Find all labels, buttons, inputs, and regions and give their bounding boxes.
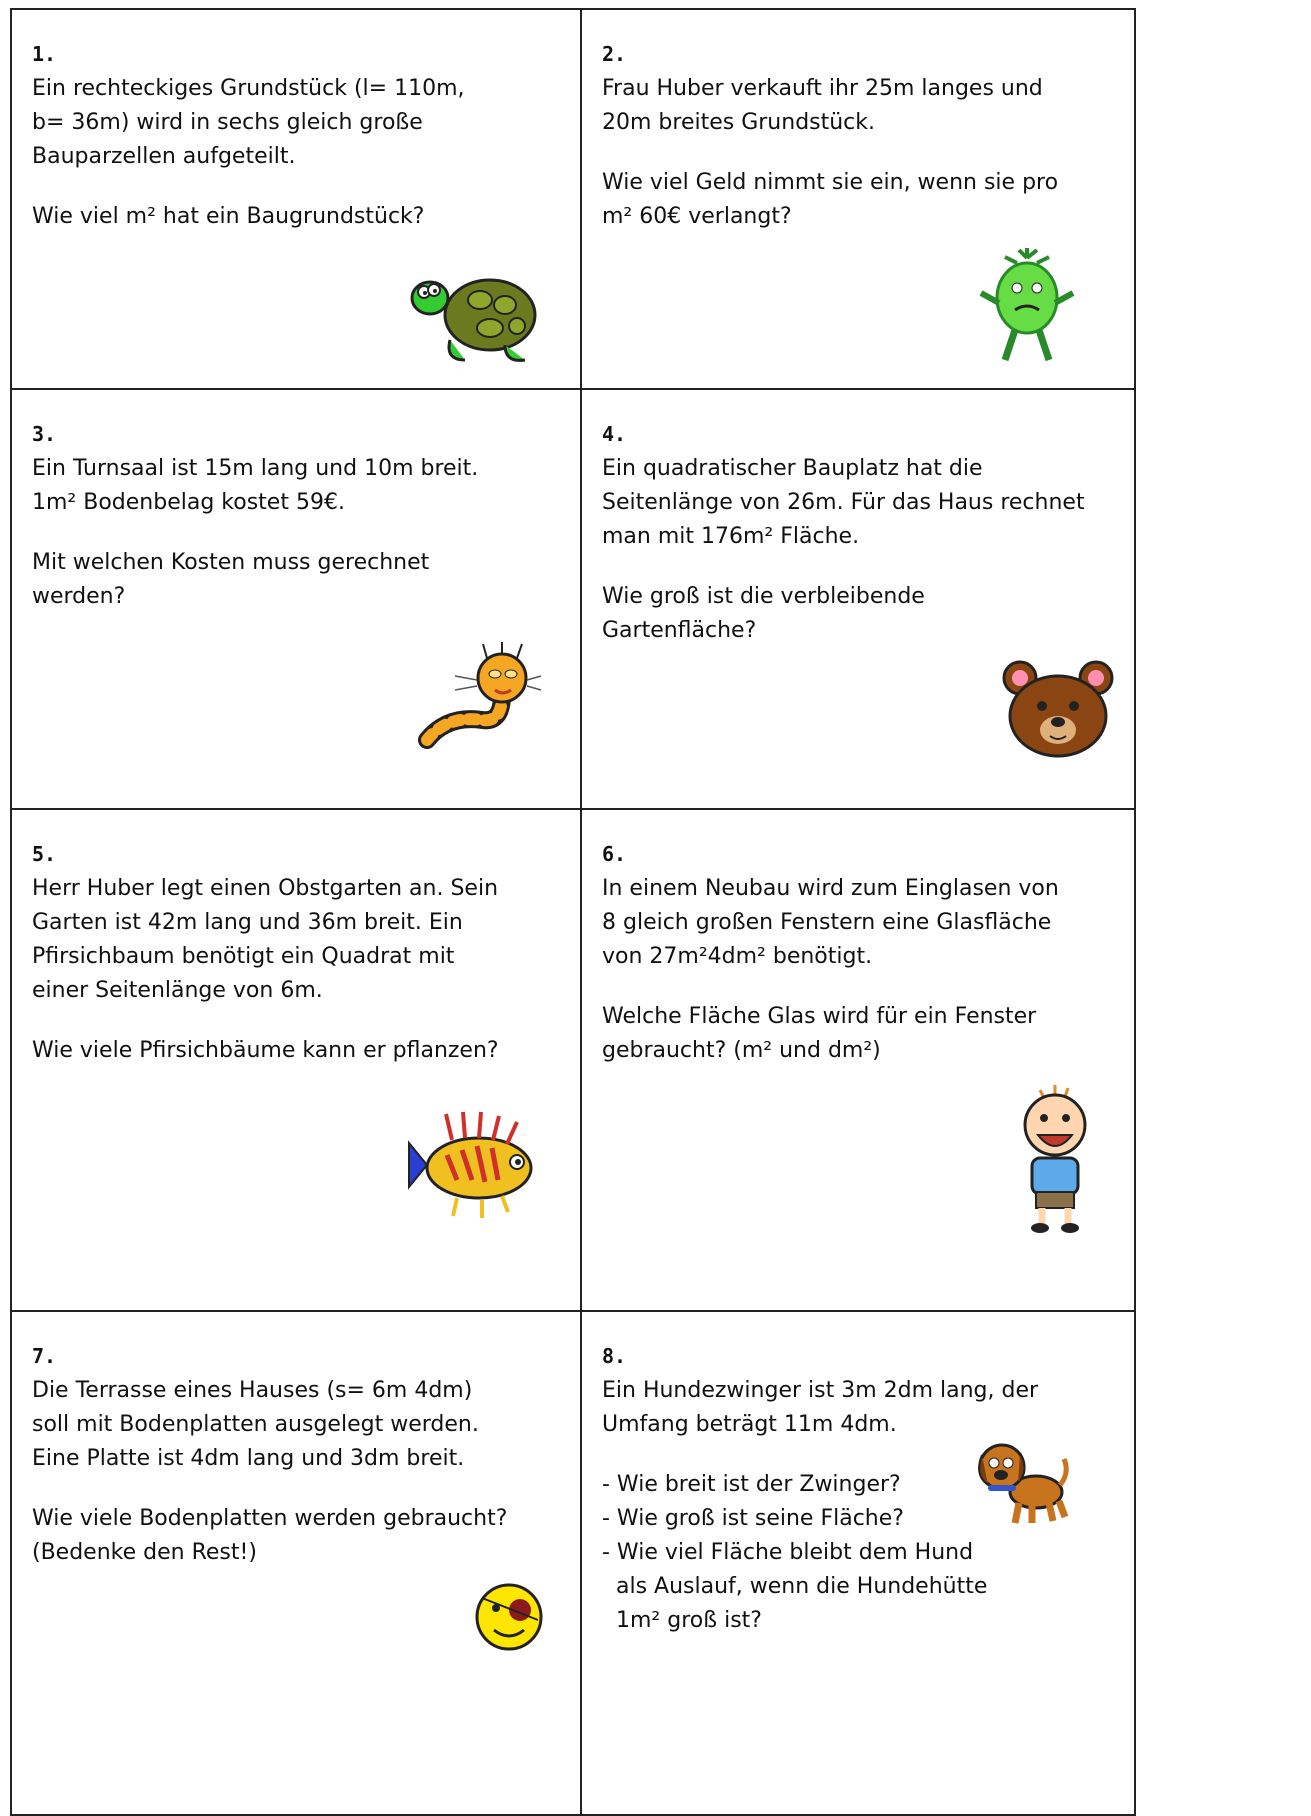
- task-text-line: man mit 176m² Fläche.: [602, 524, 860, 549]
- task-text-line: b= 36m) wird in sechs gleich große: [32, 110, 423, 135]
- task-question: Wie groß ist die verbleibende: [602, 584, 925, 609]
- task-card-5: [12, 810, 580, 1310]
- task-text-line: Frau Huber verkauft ihr 25m langes und: [602, 76, 1043, 101]
- task-question: - Wie groß ist seine Fläche?: [602, 1506, 904, 1531]
- task-number: 2.: [602, 42, 627, 66]
- task-number: 3.: [32, 422, 57, 446]
- task-text-line: Die Terrasse eines Hauses (s= 6m 4dm): [32, 1378, 473, 1403]
- task-card-8: [582, 1312, 1136, 1816]
- boy-icon: [1010, 1080, 1100, 1235]
- task-question: Gartenfläche?: [602, 618, 757, 643]
- task-text-line: Ein Turnsaal ist 15m lang und 10m breit.: [32, 456, 479, 481]
- task-question: - Wie breit ist der Zwinger?: [602, 1472, 901, 1497]
- task-text-line: Pfirsichbaum benötigt ein Quadrat mit: [32, 944, 455, 969]
- task-question: m² 60€ verlangt?: [602, 204, 792, 229]
- dog-icon: [974, 1437, 1069, 1527]
- task-text-line: Garten ist 42m lang und 36m breit. Ein: [32, 910, 463, 935]
- task-text-line: von 27m²4dm² benötigt.: [602, 944, 873, 969]
- task-text-line: Bauparzellen aufgeteilt.: [32, 144, 296, 169]
- task-text-line: 20m breites Grundstück.: [602, 110, 876, 135]
- tree-monster-icon: [977, 248, 1077, 363]
- pirate-smiley-icon: [474, 1582, 544, 1652]
- task-number: 7.: [32, 1344, 57, 1368]
- task-card-4: [582, 390, 1136, 808]
- task-text-line: einer Seitenlänge von 6m.: [32, 978, 323, 1003]
- worksheet-grid: [10, 8, 1136, 1816]
- task-number: 6.: [602, 842, 627, 866]
- task-text-line: Seitenlänge von 26m. Für das Haus rechnet: [602, 490, 1085, 515]
- task-question: gebraucht? (m² und dm²): [602, 1038, 881, 1063]
- task-question: werden?: [32, 584, 126, 609]
- task-question: Wie viel Geld nimmt sie ein, wenn sie pro: [602, 170, 1059, 195]
- task-question: - Wie viel Fläche bleibt dem Hund: [602, 1540, 974, 1565]
- task-question: Wie viele Pfirsichbäume kann er pflanzen?: [32, 1038, 499, 1063]
- task-text-line: 1m² Bodenbelag kostet 59€.: [32, 490, 345, 515]
- task-card-2: [582, 10, 1136, 388]
- tiger-worm-icon: [417, 640, 542, 760]
- task-number: 5.: [32, 842, 57, 866]
- turtle-icon: [410, 260, 540, 365]
- task-text-line: In einem Neubau wird zum Einglasen von: [602, 876, 1059, 901]
- task-card-3: [12, 390, 580, 808]
- task-text-line: 8 gleich großen Fenstern eine Glasfläche: [602, 910, 1052, 935]
- lionfish-icon: [407, 1110, 547, 1220]
- task-question: Wie viele Bodenplatten werden gebraucht?: [32, 1506, 508, 1531]
- task-text-line: Umfang beträgt 11m 4dm.: [602, 1412, 897, 1437]
- task-question: Mit welchen Kosten muss gerechnet: [32, 550, 430, 575]
- task-card-6: [582, 810, 1136, 1310]
- task-question: als Auslauf, wenn die Hundehütte: [602, 1574, 988, 1599]
- task-card-1: [12, 10, 580, 388]
- task-text-line: Herr Huber legt einen Obstgarten an. Sein: [32, 876, 499, 901]
- task-text-line: Ein quadratischer Bauplatz hat die: [602, 456, 983, 481]
- task-question: (Bedenke den Rest!): [32, 1540, 257, 1565]
- task-number: 8.: [602, 1344, 627, 1368]
- task-question: Welche Fläche Glas wird für ein Fenster: [602, 1004, 1037, 1029]
- task-question: 1m² groß ist?: [602, 1608, 762, 1633]
- task-number: 4.: [602, 422, 627, 446]
- task-text-line: Ein Hundezwinger ist 3m 2dm lang, der: [602, 1378, 1039, 1403]
- task-question: Wie viel m² hat ein Baugrundstück?: [32, 204, 425, 229]
- task-text-line: Eine Platte ist 4dm lang und 3dm breit.: [32, 1446, 465, 1471]
- task-number: 1.: [32, 42, 57, 66]
- task-card-7: [12, 1312, 580, 1816]
- task-text-line: Ein rechteckiges Grundstück (l= 110m,: [32, 76, 465, 101]
- task-text-line: soll mit Bodenplatten ausgelegt werden.: [32, 1412, 479, 1437]
- bear-icon: [1002, 660, 1114, 760]
